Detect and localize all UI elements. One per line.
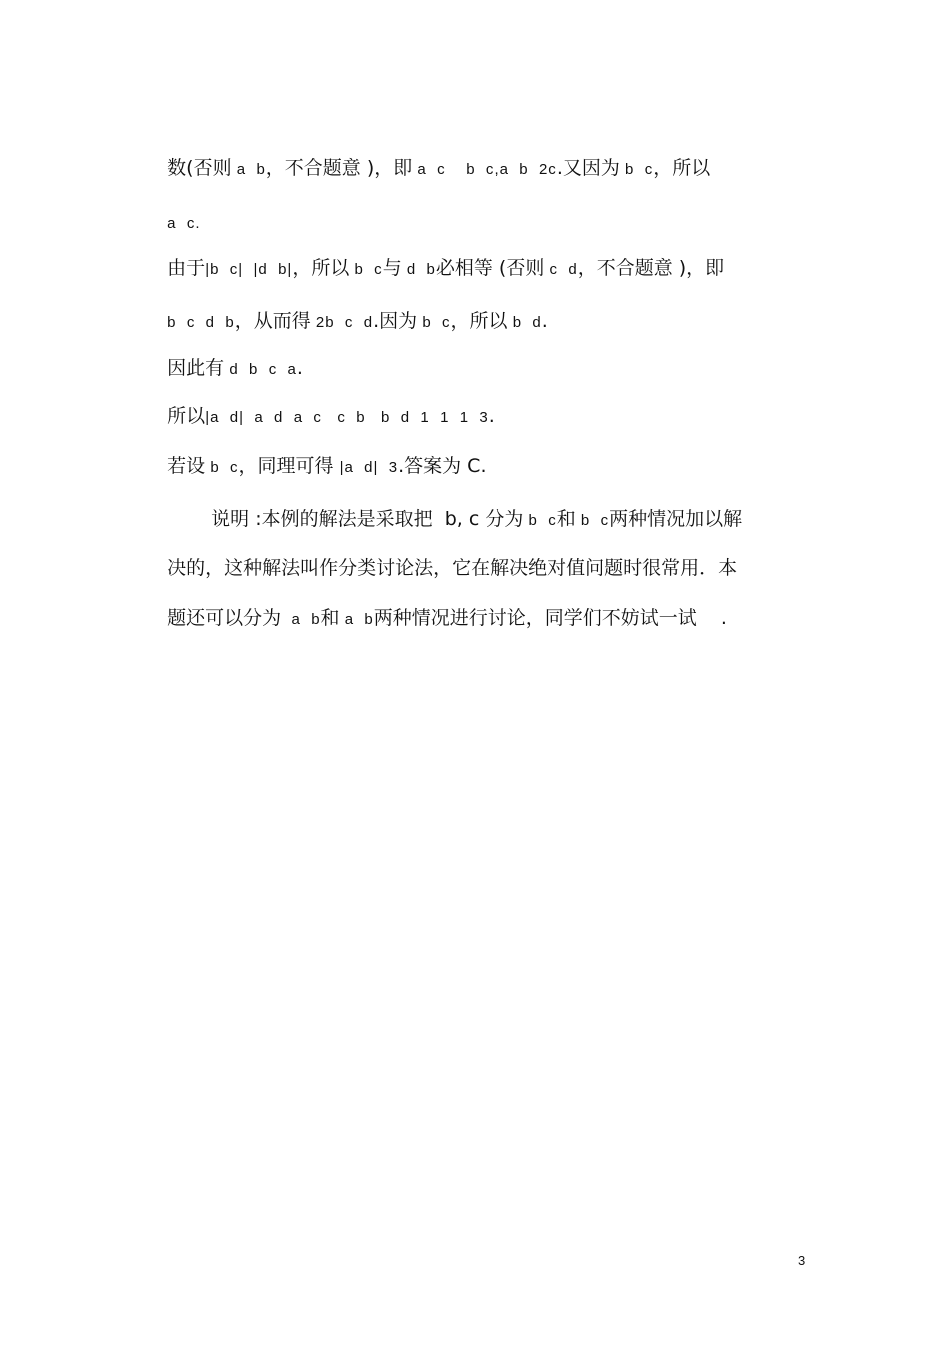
text: 与 xyxy=(382,257,402,279)
text: 因此有 xyxy=(167,357,225,379)
text: 分为 xyxy=(485,508,524,530)
math-expr: |a d| 3 xyxy=(339,459,399,476)
text: ，从而得 xyxy=(234,310,311,332)
text: 两种情况加以解 xyxy=(609,508,743,530)
text: 数(否则 xyxy=(167,157,232,179)
math-expr: b c xyxy=(205,459,239,476)
math-expr: a b xyxy=(231,161,266,178)
text: ，所以 xyxy=(450,310,508,332)
text: ，不合题意 )，即 xyxy=(577,257,725,279)
text: 说明 :本例的解法是采取把 xyxy=(211,508,433,530)
math-expr: b c xyxy=(619,161,654,178)
text: 和 xyxy=(320,607,340,629)
answer-letter: C. xyxy=(461,455,487,477)
math-expr: a b xyxy=(281,611,321,628)
text: 和 xyxy=(556,508,576,530)
math-expr: , xyxy=(494,161,500,178)
text: 若设 xyxy=(167,455,206,477)
page-number: 3 xyxy=(798,1253,806,1268)
text: 所以 xyxy=(167,405,206,427)
text: . xyxy=(541,310,548,332)
text: ，同理可得 xyxy=(238,455,340,477)
text: ，所以 xyxy=(653,157,711,179)
text: .答案为 xyxy=(398,455,462,477)
text-line-10 xyxy=(143,579,727,659)
text: . xyxy=(488,405,495,427)
math-expr: b c xyxy=(417,314,451,331)
text: 由于 xyxy=(167,257,206,279)
text: . xyxy=(296,357,303,379)
math-expr: b c xyxy=(523,512,557,529)
text: 必相等 (否则 xyxy=(435,257,545,279)
math-expr: |a d| a d a c c b b d 1 1 1 3 xyxy=(205,409,489,426)
math-expr: b c xyxy=(575,512,610,529)
text: .又因为 xyxy=(556,157,620,179)
text: 两种情况进行讨论，同学们不妨试一试 . xyxy=(373,607,727,629)
math-expr: a b 2c xyxy=(499,161,557,178)
math-expr: a c. xyxy=(167,215,201,232)
math-expr: d b xyxy=(401,261,436,278)
math-expr: a b xyxy=(339,611,374,628)
math-expr: c d xyxy=(544,261,578,278)
text: ，所以 xyxy=(292,257,350,279)
text-line-1 xyxy=(143,129,710,209)
text: 题还可以分为 xyxy=(167,607,282,629)
math-expr: b, c xyxy=(432,508,486,530)
text: .因为 xyxy=(373,310,418,332)
text: ，不合题意 )，即 xyxy=(265,157,413,179)
math-expr: b d xyxy=(507,314,542,331)
math-expr: a c b c xyxy=(412,161,495,178)
text: 决的，这种解法叫作分类讨论法，它在解决绝对值问题时很常用．本 xyxy=(167,557,738,579)
math-expr: b c xyxy=(349,261,383,278)
math-expr: 2b c d xyxy=(310,314,374,331)
math-expr: |b c| |d b| xyxy=(205,261,293,278)
math-expr: b c d b xyxy=(167,314,235,331)
math-expr: d b c a xyxy=(224,361,297,378)
